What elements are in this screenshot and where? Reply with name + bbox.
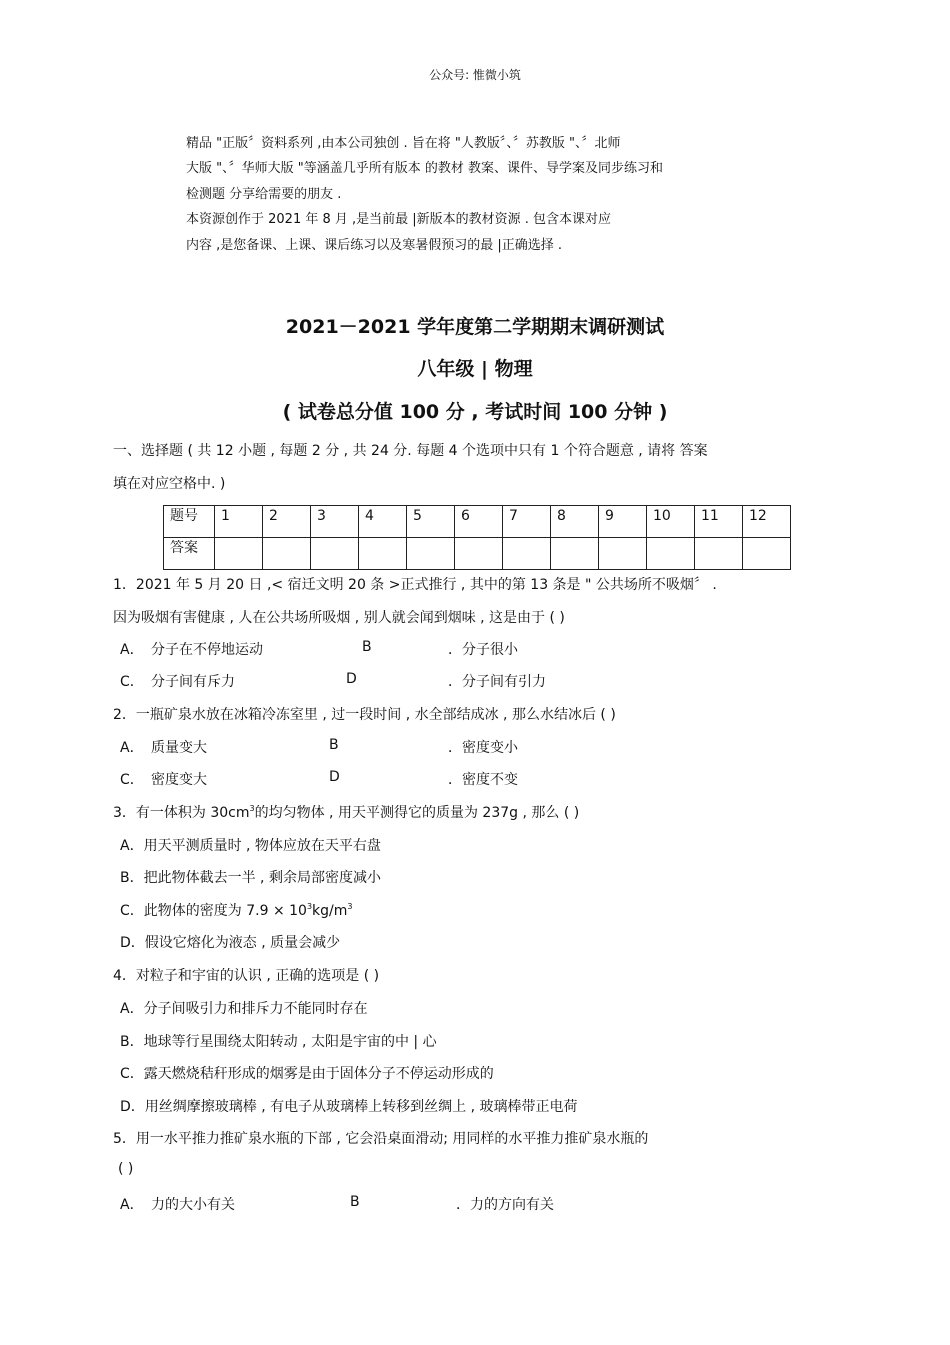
q1-option-a-text: 分子在不停地运动 xyxy=(151,642,263,658)
section-instructions-line-2: 填在对应空格中. ) xyxy=(113,476,226,492)
q1-option-a-label: A． xyxy=(120,642,144,658)
answer-cell[interactable] xyxy=(503,538,551,570)
exam-subject: 八年级 | 物理 xyxy=(417,358,533,380)
intro-line-1: 精品 "正版〞资料系列 ,由本公司独创 . 旨在将 "人教版〞、〞苏教版 "、〞北师 xyxy=(186,136,621,151)
q2-option-a-text: 质量变大 xyxy=(151,740,207,756)
question-number-cell: 9 xyxy=(599,506,647,538)
q1-stem-line-2: 因为吸烟有害健康 , 人在公共场所吸烟 , 别人就会闻到烟味 , 这是由于 ( ) xyxy=(113,610,565,626)
q4-option-b: B．地球等行星围绕太阳转动 , 太阳是宇宙的中 | 心 xyxy=(120,1034,437,1050)
answer-cell[interactable] xyxy=(407,538,455,570)
q3-option-c-exponent: 3 xyxy=(306,902,313,911)
q3-option-d: D．假设它熔化为液态 , 质量会减少 xyxy=(120,935,341,951)
q2-option-a-label: A． xyxy=(120,740,144,756)
answer-cell[interactable] xyxy=(311,538,359,570)
q2-option-c-text: 密度变大 xyxy=(151,772,207,788)
section-instructions-line-1: 一、选择题 ( 共 12 小题 , 每题 2 分 , 共 24 分. 每题 4 个选项中只有 1 个符合题意 , 请将 答案 xyxy=(113,443,708,459)
answer-header-cell: 答案 xyxy=(164,538,215,570)
q4-option-a: A．分子间吸引力和排斥力不能同时存在 xyxy=(120,1001,368,1017)
q2-stem: 2．一瓶矿泉水放在冰箱冷冻室里 , 过一段时间 , 水全部结成冰 , 那么水结冰后 ( ) xyxy=(113,707,616,723)
answer-cell[interactable] xyxy=(455,538,503,570)
question-number-cell: 5 xyxy=(407,506,455,538)
intro-line-2: 大版 "、〞华师大版 "等涵盖几乎所有版本 的教材 教案、课件、导学案及同步练习和 xyxy=(186,161,663,176)
question-number-cell: 4 xyxy=(359,506,407,538)
q3-option-b: B．把此物体截去一半 , 剩余局部密度减小 xyxy=(120,870,381,886)
question-number-cell: 3 xyxy=(311,506,359,538)
q3-stem-part-2: 的均匀物体 , 用天平测得它的质量为 237g , 那么 ( ) xyxy=(254,805,580,821)
q1-option-c-text: 分子间有斥力 xyxy=(151,674,235,690)
question-number-cell: 12 xyxy=(743,506,791,538)
question-number-cell: 11 xyxy=(695,506,743,538)
answer-table xyxy=(163,505,791,570)
q1-option-d-label: D xyxy=(346,671,357,687)
exam-info: ( 试卷总分值 100 分 , 考试时间 100 分钟 ) xyxy=(282,401,668,423)
number-header-cell: 题号 xyxy=(164,506,215,538)
q4-stem: 4．对粒子和宇宙的认识 , 正确的选项是 ( ) xyxy=(113,968,380,984)
q1-option-c-label: C． xyxy=(120,674,144,690)
q2-option-b-label: B xyxy=(329,737,339,753)
q4-option-d: D．用丝绸摩擦玻璃棒 , 有电子从玻璃棒上转移到丝绸上 , 玻璃棒带正电荷 xyxy=(120,1099,578,1115)
answer-cell[interactable] xyxy=(743,538,791,570)
answer-cell[interactable] xyxy=(695,538,743,570)
q1-option-b-label: B xyxy=(362,639,372,655)
q1-option-b-text: ．分子很小 xyxy=(448,642,518,658)
q2-option-c-label: C． xyxy=(120,772,144,788)
q5-stem-line-2: ( ) xyxy=(118,1161,134,1177)
question-number-cell: 10 xyxy=(647,506,695,538)
q5-stem-line-1: 5．用一水平推力推矿泉水瓶的下部 , 它会沿桌面滑动; 用同样的水平推力推矿泉水瓶的 xyxy=(113,1131,649,1147)
q2-option-b-text: ．密度变小 xyxy=(448,740,518,756)
q3-stem xyxy=(113,802,579,822)
q3-option-a: A．用天平测质量时 , 物体应放在天平右盘 xyxy=(120,838,381,854)
q1-stem-line-1: 1．2021 年 5 月 20 日 ,< 宿迁文明 20 条 >正式推行 , 其中的第 13 条是 " 公共场所不吸烟〞 . xyxy=(113,577,717,593)
answer-cell[interactable] xyxy=(551,538,599,570)
exam-title: 2021－2021 学年度第二学期期末调研测试 xyxy=(285,316,665,338)
q3-stem-superscript: 3 xyxy=(249,804,255,813)
q2-option-d-text: ．密度不变 xyxy=(448,772,518,788)
question-number-cell: 2 xyxy=(263,506,311,538)
q3-stem-part-1: 3．有一体积为 30cm xyxy=(113,805,250,821)
q5-option-a-text: 力的大小有关 xyxy=(151,1197,235,1213)
answer-cell[interactable] xyxy=(647,538,695,570)
answer-cell[interactable] xyxy=(359,538,407,570)
question-number-cell: 6 xyxy=(455,506,503,538)
intro-line-3: 检测题 分享给需要的朋友 . xyxy=(186,187,342,202)
q2-option-d-label: D xyxy=(329,769,340,785)
q3-option-c-part-1: C．此物体的密度为 7.9 × 10 xyxy=(120,903,307,919)
question-number-cell: 1 xyxy=(215,506,263,538)
q5-option-a-label: A． xyxy=(120,1197,144,1213)
answer-cell[interactable] xyxy=(263,538,311,570)
q3-option-c-unit: kg/m xyxy=(312,903,348,919)
q5-option-b-text: ．力的方向有关 xyxy=(456,1197,554,1213)
answer-table-number-row xyxy=(164,506,791,538)
question-number-cell: 8 xyxy=(551,506,599,538)
answer-cell[interactable] xyxy=(599,538,647,570)
question-number-cell: 7 xyxy=(503,506,551,538)
q3-option-c-unit-exponent: 3 xyxy=(347,902,353,911)
intro-line-5: 内容 ,是您备课、上课、课后练习以及寒暑假预习的最 |正确选择 . xyxy=(186,238,563,253)
page-header: 公众号: 惟微小筑 xyxy=(429,68,521,82)
q3-option-c xyxy=(120,900,352,920)
answer-table-answer-row xyxy=(164,538,791,570)
q1-option-d-text: ．分子间有引力 xyxy=(448,674,546,690)
intro-line-4: 本资源创作于 2021 年 8 月 ,是当前最 |新版本的教材资源 . 包含本课对应 xyxy=(186,212,612,227)
q4-option-c: C．露天燃烧秸秆形成的烟雾是由于固体分子不停运动形成的 xyxy=(120,1066,494,1082)
q5-option-b-label: B xyxy=(350,1194,360,1210)
answer-cell[interactable] xyxy=(215,538,263,570)
